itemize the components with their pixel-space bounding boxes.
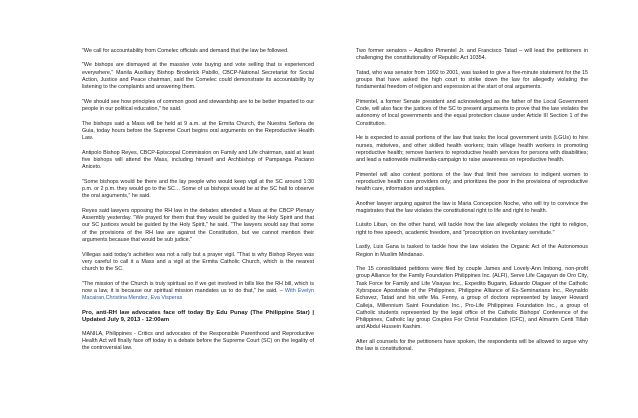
paragraph: Luisito Liban, on the other hand, will tackle how the law allegedly violates the right to religion, right to free speech, academic freedom, and "proscription on involuntary servitude." bbox=[356, 222, 588, 236]
paragraph: The 15 consolidated petitions were filed by couple James and Lovely-Ann Imbong, non-profit group Alliance for the Family Foundation Philippines Inc. (ALFI), Serve Life Cagayan de Oro City, Task Force for Family and Life Visayas Inc., Expedito Bugarin, Eduardo Olaguer of the Catholic Xybrspace Apostolate of the Philippines, Philippine Alliance of Ex-Seminarians Inc., Reynaldo Echavez, Tatad and his wife Ma. Fenny, a group of doctors represented by lawyer Howard Calleja, Millennium Saint Foundation Inc., Pro-Life Philippines Foundation Inc., a group of Catholic students represented by the legal office of the Catholic Bishops' Conference of the Philippines, Catholic lay group Couples For Christ Foundation (CFC), and Almarim Centi Tillah and Abdul Hussein Kashim. bbox=[356, 266, 588, 331]
paragraph: Reyes said lawyers opposing the RH law in the debates attended a Mass at the CBCP Plenary Assembly yesterday. "We prayed for them that they would be guided by the Holy Spirit and that our SC justices would be guided by the Holy Spirit," he said. "The lawyers would say that some of the provisions of the RH law are against the Constitution, but we cannot mention their arguments because that would be sub judice." bbox=[82, 207, 314, 244]
left-column bbox=[82, 48, 314, 361]
paragraph: MANILA, Philippines - Critics and advocates of the Responsible Parenthood and Reproductive Health Act will finally face off today in a debate before the Supreme Court (SC) on the legality of the controversial law. bbox=[82, 330, 314, 352]
paragraph: Lastly, Luis Gana is tasked to tackle how the law violates the Organic Act of the Autonomous Region in Muslim Mindanao. bbox=[356, 244, 588, 258]
article-columns bbox=[82, 48, 588, 361]
paragraph: "Some bishops would be there and the lay people who would keep vigil at the SC around 1:30 p.m. or 2 p.m. they would go to the SC… Some of us bishops would be at the SC hall to observe the oral arguments," he said. bbox=[82, 178, 314, 200]
paragraph: The bishops said a Mass will be held at 9 a.m. at the Ermita Church, the Nuestra Señora de Guia, today hours before the Supreme Court begins oral arguments on the Reproductive Health Law. bbox=[82, 120, 314, 142]
article-headline: Pro, anti-RH law advocates face off today By Edu Punay (The Philippine Star) | Updated July 9, 2013 - 12:00am bbox=[82, 309, 314, 324]
contributors-link[interactable]: With Evelyn Macairan,Christina Mendez, Eva Visperas bbox=[82, 287, 315, 302]
paragraph-text: "The mission of the Church is truly spiritual so if we get involved in bills like the RH bill, which is now a law, it is because our spiritual mission mandates us to do that," he said. – bbox=[82, 280, 314, 294]
right-column bbox=[356, 48, 588, 361]
paragraph: He is expected to assail portions of the law that tasks the local government units (LGUs) to hire nurses, midwives, and other skilled health workers; train village health workers in promoting reproductive health; remove barriers to reproductive health services for persons with disabilities; and lead a nationwide multimedia-campaign to raise awareness on reproductive health. bbox=[356, 135, 588, 164]
paragraph: After all counsels for the petitioners have spoken, the respondents will be allowed to argue why the law is constitutional. bbox=[356, 338, 588, 353]
paragraph: Two former senators – Aquilino Pimentel Jr. and Francisco Tatad – will lead the petitioners in challenging the constitutionality of Republic Act 10354. bbox=[356, 48, 588, 62]
paragraph: Antipolo Bishop Reyes, CBCP-Episcopal Commission on Family and Life chairman, said at least five bishops will attend the Mass, including himself and Archbishop of Pampanga Paciano Aniceto. bbox=[82, 149, 314, 171]
paragraph: "We should see how principles of common good and stewardship are to be better imparted to our people in our political education," he said. bbox=[82, 98, 314, 113]
paragraph: Pimentel will also contest portions of the law that limit free services to indigent women to reproductive health care providers only; and prioritizes the poor in the provisions of reproductive health care, information and supplies. bbox=[356, 171, 588, 193]
paragraph: "We bishops are dismayed at the massive vote buying and vote selling that is experienced everywhere," Manila Auxiliary Bishop Broderick Pabillo, CBCP-National Secretariat for Social Action, Justice and Peace chairman, said the Comelec could demonstrate its accountability by listening to the complaints and answering them. bbox=[82, 62, 314, 91]
paragraph: Villegas said today's activities was not a rally but a prayer vigil. "That is why Bishop Reyes was very careful to call it a Mass and a vigil at the Ermita Catholic Church, which is the nearest church to the SC. bbox=[82, 251, 314, 273]
paragraph: Tatad, who was senator from 1992 to 2001, was tasked to give a five-minute statement for the 15 groups that have asked the high court to strike down the law for allegedly violating the fundamental freedom of religion and expression at the start of oral arguments. bbox=[356, 69, 588, 91]
paragraph: Pimentel, a former Senate president and acknowledged as the father of the Local Government Code, will also face the justices of the SC to present arguments to prove that the law violates the autonomy of local governments and the equal protection clause under Article III Section 1 of the Constitution. bbox=[356, 98, 588, 127]
paragraph: "We call for accountability from Comelec officials and demand that the law be followed. bbox=[82, 48, 289, 54]
paragraph: Another lawyer arguing against the law is Maria Concepcion Noche, who will try to convince the magistrates that the law violates the constitutional right to life and right to health. bbox=[356, 200, 588, 214]
paragraph-with-credits bbox=[82, 281, 314, 303]
